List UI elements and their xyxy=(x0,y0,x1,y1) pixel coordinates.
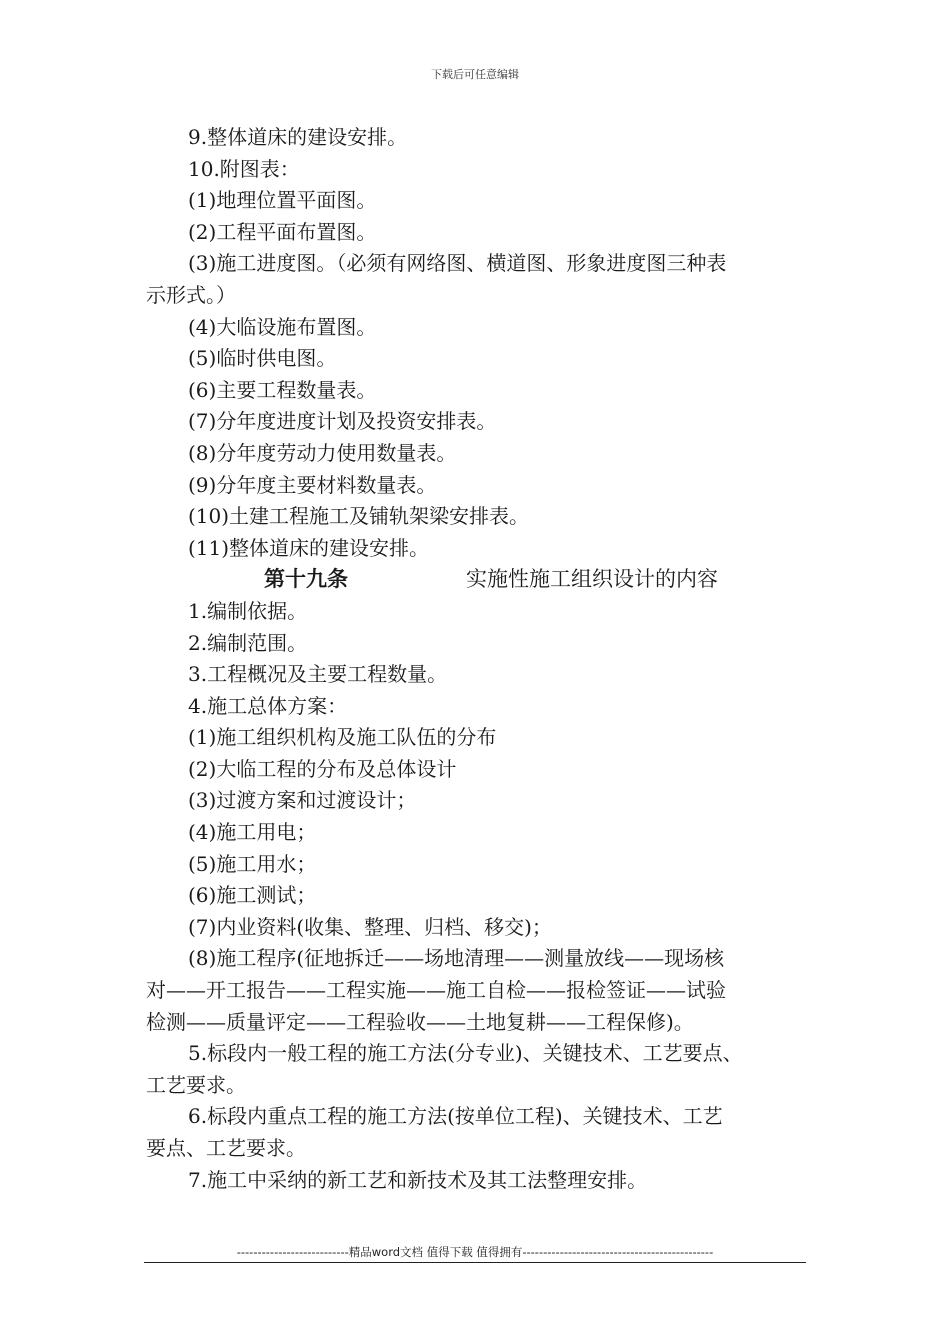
text-line: 2.编制范围。 xyxy=(188,630,308,655)
page-footer: ---------------------------精品word文档 值得下载 值得拥有---------------------------------------------- xyxy=(236,1245,714,1259)
text-line: (4)大临设施布置图。 xyxy=(188,314,377,339)
text-line: (5)临时供电图。 xyxy=(188,346,337,371)
section-title: 实施性施工组织设计的内容 xyxy=(466,567,718,592)
text-line: 10.附图表： xyxy=(188,156,300,181)
text-line: 要点、工艺要求。 xyxy=(146,1136,306,1160)
text-line: (2)大临工程的分布及总体设计 xyxy=(188,756,457,781)
text-line: 7.施工中采纳的新工艺和新技术及其工法整理安排。 xyxy=(188,1167,648,1192)
text-line: (1)地理位置平面图。 xyxy=(188,188,377,213)
text-line: 工艺要求。 xyxy=(146,1072,246,1097)
text-line: (1)施工组织机构及施工队伍的分布 xyxy=(188,725,497,750)
text-line: (5)施工用水； xyxy=(188,851,317,876)
section-number: 第十九条 xyxy=(264,567,348,592)
text-line: (11)整体道床的建设安排。 xyxy=(188,535,430,560)
text-line: (3)施工进度图。（必须有网络图、横道图、形象进度图三种表 xyxy=(188,251,727,276)
text-line: (8)分年度劳动力使用数量表。 xyxy=(188,440,457,465)
text-line: (8)施工程序(征地拆迁——场地清理——测量放线——现场核 xyxy=(188,946,725,971)
footer-divider xyxy=(144,1262,806,1263)
text-line: 9.整体道床的建设安排。 xyxy=(188,125,408,149)
text-line: (10)土建工程施工及铺轨架梁安排表。 xyxy=(188,504,530,529)
text-line: 6.标段内重点工程的施工方法(按单位工程)、关键技术、工艺 xyxy=(188,1104,723,1129)
text-line: 示形式。） xyxy=(146,282,236,307)
text-line: 5.标段内一般工程的施工方法(分专业)、关键技术、工艺要点、 xyxy=(188,1041,743,1066)
text-line: (4)施工用电； xyxy=(188,820,317,845)
text-line: (7)分年度进度计划及投资安排表。 xyxy=(188,409,497,434)
text-line: 4.施工总体方案： xyxy=(188,693,348,718)
text-line: (3)过渡方案和过渡设计； xyxy=(188,788,417,813)
document-body xyxy=(146,122,810,1196)
text-line: (6)施工测试； xyxy=(188,883,317,908)
text-line: 检测——质量评定——工程验收——土地复耕——工程保修)。 xyxy=(146,1009,694,1034)
text-line: 1.编制依据。 xyxy=(188,598,308,623)
text-line: 3.工程概况及主要工程数量。 xyxy=(188,662,448,687)
text-line: (6)主要工程数量表。 xyxy=(188,377,377,402)
section-heading xyxy=(146,564,810,596)
text-line: 对——开工报告——工程实施——施工自检——报检签证——试验 xyxy=(146,978,726,1003)
text-line: (2)工程平面布置图。 xyxy=(188,219,377,244)
text-line: (7)内业资料(收集、整理、归档、移交)； xyxy=(188,914,552,939)
text-line: (9)分年度主要材料数量表。 xyxy=(188,472,437,497)
page-header: 下载后可任意编辑 xyxy=(431,68,519,81)
